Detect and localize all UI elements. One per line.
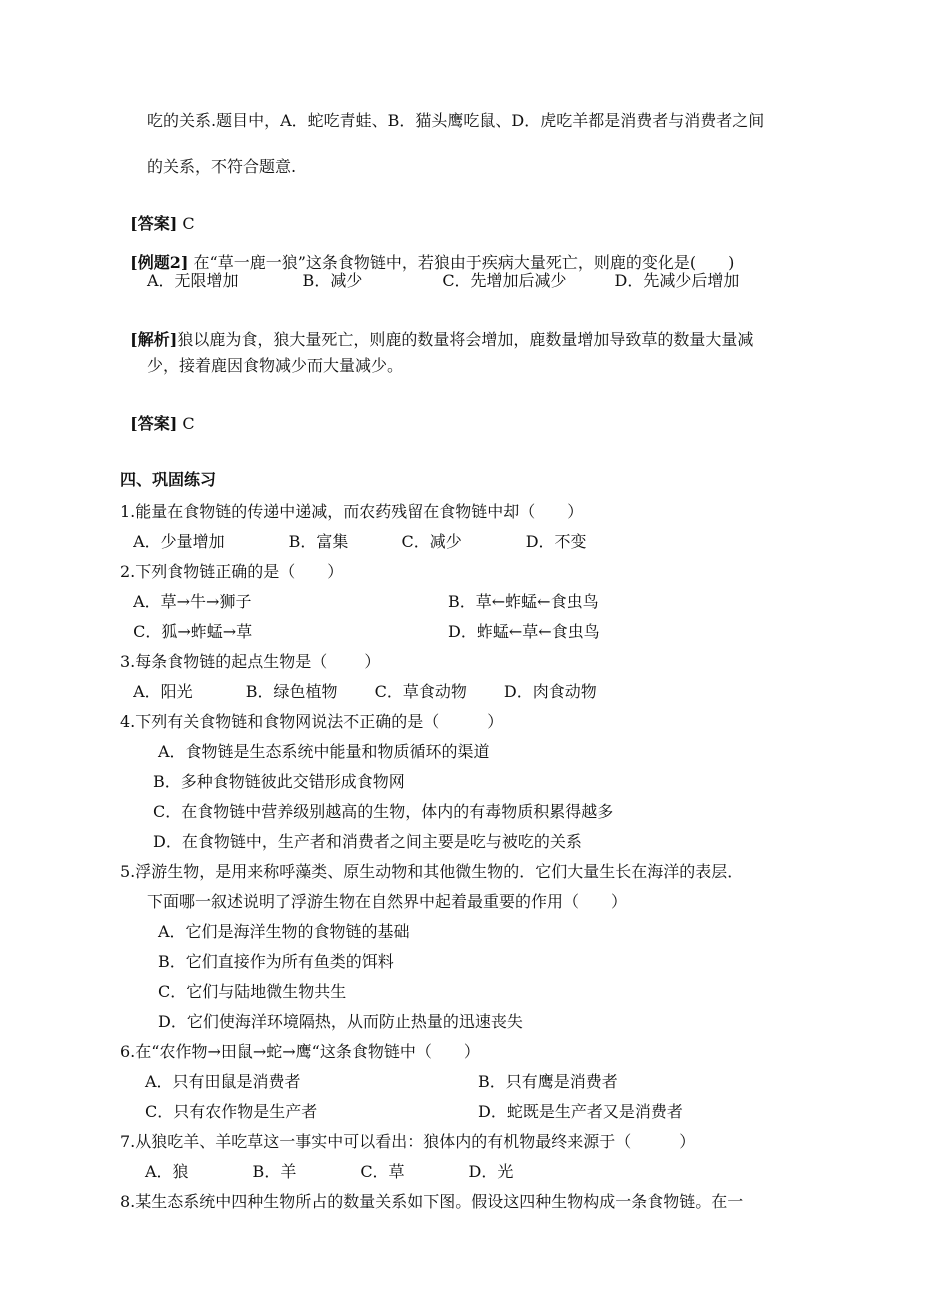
question-4: 4.下列有关食物链和食物网说法不正确的是（ ） bbox=[120, 712, 504, 731]
answer-label: [答案] bbox=[130, 214, 178, 233]
question-5-line-1: 5.浮游生物，是用来称呼藻类、原生动物和其他微生物的．它们大量生长在海洋的表层． bbox=[120, 862, 744, 881]
question-8: 8.某生态系统中四种生物所占的数量关系如下图。假设这四种生物构成一条食物链。在一 bbox=[120, 1192, 744, 1211]
question-2: 2.下列食物链正确的是（ ） bbox=[120, 562, 344, 581]
example-2-analysis-cont: 少，接着鹿因食物减少而大量减少。 bbox=[147, 356, 404, 375]
question-3: 3.每条食物链的起点生物是（ ） bbox=[120, 652, 381, 671]
analysis-label: [解析] bbox=[130, 330, 178, 349]
question-7-options: A．狼 B．羊 C．草 D．光 bbox=[145, 1162, 514, 1181]
example-question-text: 在“草一鹿一狼”这条食物链中，若狼由于疾病大量死亡，则鹿的变化是( ) bbox=[188, 253, 735, 272]
example-label: [例题2] bbox=[130, 253, 189, 272]
example-2-question bbox=[120, 233, 734, 273]
question-3-options: A．阳光 B．绿色植物 C．草食动物 D．肉食动物 bbox=[128, 682, 597, 701]
question-6-option-c: C．只有农作物是生产者 bbox=[145, 1102, 318, 1121]
intro-answer bbox=[120, 194, 195, 234]
question-4-option-b: B．多种食物链彼此交错形成食物网 bbox=[153, 772, 405, 791]
question-5-option-b: B．它们直接作为所有鱼类的饵料 bbox=[158, 952, 394, 971]
question-2-option-c: C．狐→蚱蜢→草 bbox=[128, 622, 253, 641]
answer-value: C bbox=[177, 414, 195, 433]
intro-line-2: 的关系，不符合题意. bbox=[147, 157, 297, 176]
answer-value: C bbox=[177, 214, 195, 233]
question-4-option-c: C．在食物链中营养级别越高的生物，体内的有毒物质积累得越多 bbox=[153, 802, 614, 821]
question-2-option-d: D．蚱蜢←草←食虫鸟 bbox=[448, 622, 600, 641]
question-5-option-d: D．它们使海洋环境隔热，从而防止热量的迅速丧失 bbox=[158, 1012, 523, 1031]
question-7: 7.从狼吃羊、羊吃草这一事实中可以看出：狼体内的有机物最终来源于（ ） bbox=[120, 1132, 696, 1151]
answer-label: [答案] bbox=[130, 414, 178, 433]
question-5-line-2: 下面哪一叙述说明了浮游生物在自然界中起着最重要的作用（ ） bbox=[147, 892, 628, 911]
question-5-option-a: A．它们是海洋生物的食物链的基础 bbox=[158, 922, 410, 941]
question-2-option-a: A．草→牛→狮子 bbox=[128, 592, 252, 611]
example-2-options: A．无限增加 B．减少 C．先增加后减少 D．先减少后增加 bbox=[147, 271, 740, 290]
question-6-option-a: A．只有田鼠是消费者 bbox=[145, 1072, 301, 1091]
example-2-analysis bbox=[120, 310, 753, 350]
example-2-answer bbox=[120, 394, 195, 434]
question-4-option-a: A．食物链是生态系统中能量和物质循环的渠道 bbox=[158, 742, 490, 761]
question-6-option-d: D．蛇既是生产者又是消费者 bbox=[478, 1102, 683, 1121]
question-5-option-c: C．它们与陆地微生物共生 bbox=[158, 982, 347, 1001]
question-6: 6.在“农作物→田鼠→蛇→鹰“这条食物链中（ ） bbox=[120, 1042, 480, 1061]
question-2-option-b: B．草←蚱蜢←食虫鸟 bbox=[448, 592, 599, 611]
intro-line-1: 吃的关系.题目中，A．蛇吃青蛙、B．猫头鹰吃鼠、D．虎吃羊都是消费者与消费者之间 bbox=[147, 111, 765, 130]
question-4-option-d: D．在食物链中，生产者和消费者之间主要是吃与被吃的关系 bbox=[153, 832, 582, 851]
analysis-text: 狼以鹿为食，狼大量死亡，则鹿的数量将会增加，鹿数量增加导致草的数量大量减 bbox=[177, 330, 754, 349]
section-title: 四、巩固练习 bbox=[120, 470, 217, 489]
question-6-option-b: B．只有鹰是消费者 bbox=[478, 1072, 618, 1091]
question-1-options: A．少量增加 B．富集 C．减少 D．不变 bbox=[128, 532, 587, 551]
question-1: 1.能量在食物链的传递中递减，而农药残留在食物链中却（ ） bbox=[120, 502, 584, 521]
